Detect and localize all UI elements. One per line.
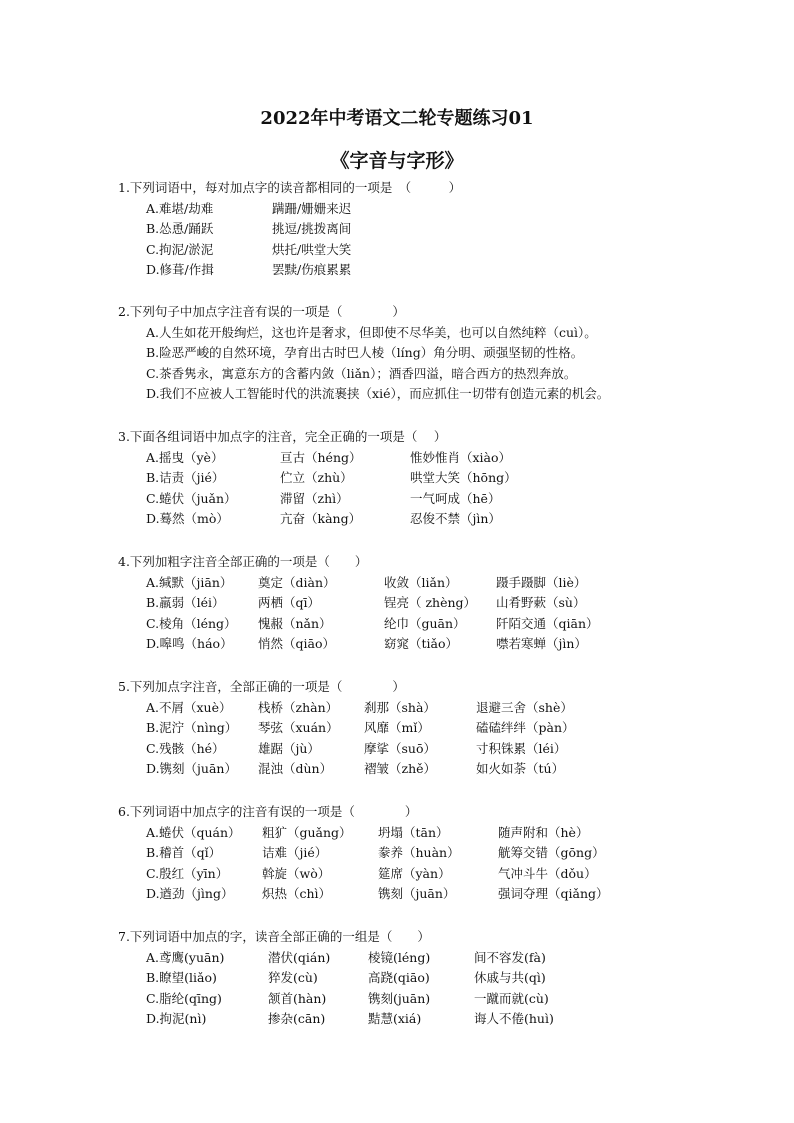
option-d: D.遒劲（jìng） 炽热（chì） 镌刻（juān） 强词夺理（qiǎng） [146,886,609,902]
question-2 [118,302,609,405]
document-title: 2022年中考语文二轮专题练习01 [260,108,534,129]
question-3 [118,427,517,530]
question-stem: 6.下列词语中加点字的注音有误的一项是（ ） [118,804,418,819]
question-stem: 3.下面各组词语中加点字的注音，完全正确的一项是（ ） [118,429,447,444]
option-a: A.蜷伏（quán） 粗犷（guǎng） 坍塌（tān） 随声附和（hè） [146,824,589,840]
option-a: A.缄默（jiān） 奠定（diàn） 收敛（liǎn） 蹑手蹑脚（liè） [146,574,587,590]
option-b: B.怂恿/踊跃 挑逗/挑拨离间 [146,221,352,237]
option-d: D.修葺/作揖 罢黩/伤痕累累 [146,262,352,278]
question-1 [118,178,461,281]
option-b: B.稽首（qǐ） 诘难（jié） 豢养（huàn） 觥筹交错（gōng） [146,845,605,861]
question-stem: 7.下列词语中加点的字，读音全部正确的一组是（ ） [118,929,430,944]
option-b: B.诘责（jié） 伫立（zhù） 哄堂大笑（hōng） [146,470,517,486]
option-a: A.摇曳（yè） 亘古（héng） 惟妙惟肖（xiào） [146,449,512,465]
question-stem: 1.下列词语中，每对加点字的读音都相同的一项是 （ ） [118,180,462,195]
question-stem: 2.下列句子中加点字注音有误的一项是（ ） [118,304,405,319]
question-4 [118,552,599,655]
option-c: C.残骸（hé） 雄踞（jù） 摩挲（suō） 寸积铢累（léi） [146,740,567,756]
option-d: D.蓦然（mò） 亢奋（kàng） 忍俊不禁（jìn） [146,511,501,527]
option-c: C.脂纶(qīng) 颔首(hàn) 镌刻(juān) 一蹴而就(cù) [146,990,549,1006]
option-d: D.我们不应被人工智能时代的洪流裹挟（xié），而应抓住一切带有创造元素的机会。 [146,386,610,402]
option-b: B.瞭望(liǎo) 猝发(cù) 高跷(qiāo) 休戚与共(qì) [146,970,546,986]
option-c: C.拘泥/淤泥 烘托/哄堂大笑 [146,241,352,257]
option-b: B.险恶严峻的自然环境，孕育出古时巴人棱（líng）角分明、顽强坚韧的性格。 [146,345,584,361]
document-subtitle: 《字音与字形》 [330,150,464,172]
option-a: A.不屑（xuè） 栈桥（zhàn） 刹那（shà） 退避三舍（shè） [146,699,573,715]
option-b: B.泥泞（nìng） 琴弦（xuán） 风靡（mǐ） 磕磕绊绊（pàn） [146,720,575,736]
question-5 [118,677,575,780]
question-stem: 4.下列加粗字注音全部正确的一项是（ ） [118,554,368,569]
option-d: D.拘泥(nì) 掺杂(cān) 黠慧(xiá) 诲人不倦(huì) [146,1011,554,1027]
option-a: A.人生如花开般绚烂，这也许是奢求，但即使不尽华美，也可以自然纯粹（cuì）。 [146,324,597,340]
question-stem: 5.下列加点字注音，全部正确的一项是（ ） [118,679,405,694]
option-d: D.镌刻（juān） 混浊（dùn） 褶皱（zhě） 如火如荼（tú） [146,761,565,777]
question-6 [118,802,609,905]
option-c: C.殷红（yīn） 斡旋（wò） 筵席（yàn） 气冲斗牛（dǒu） [146,865,597,881]
option-c: C.茶香隽永，寓意东方的含蓄内敛（liǎn）；酒香四溢，暗合西方的热烈奔放。 [146,365,577,381]
option-c: C.蜷伏（juǎn） 滞留（zhì） 一气呵成（hē） [146,490,501,506]
question-7 [118,927,554,1030]
option-c: C.棱角（léng） 愧赧（nǎn） 纶巾（guān） 阡陌交通（qiān） [146,615,599,631]
option-d: D.嗥鸣（háo） 悄然（qiāo） 窈窕（tiǎo） 噤若寒蝉（jìn） [146,636,587,652]
option-a: A.难堪/劫难 蹒跚/姗姗来迟 [146,200,352,216]
option-a: A.鸢鹰(yuān) 潜伏(qián) 棱镜(léng) 间不容发(fà) [146,949,546,965]
option-b: B.羸弱（léi） 两栖（qī） 锃亮（ zhèng） 山肴野蔌（sù） [146,595,586,611]
